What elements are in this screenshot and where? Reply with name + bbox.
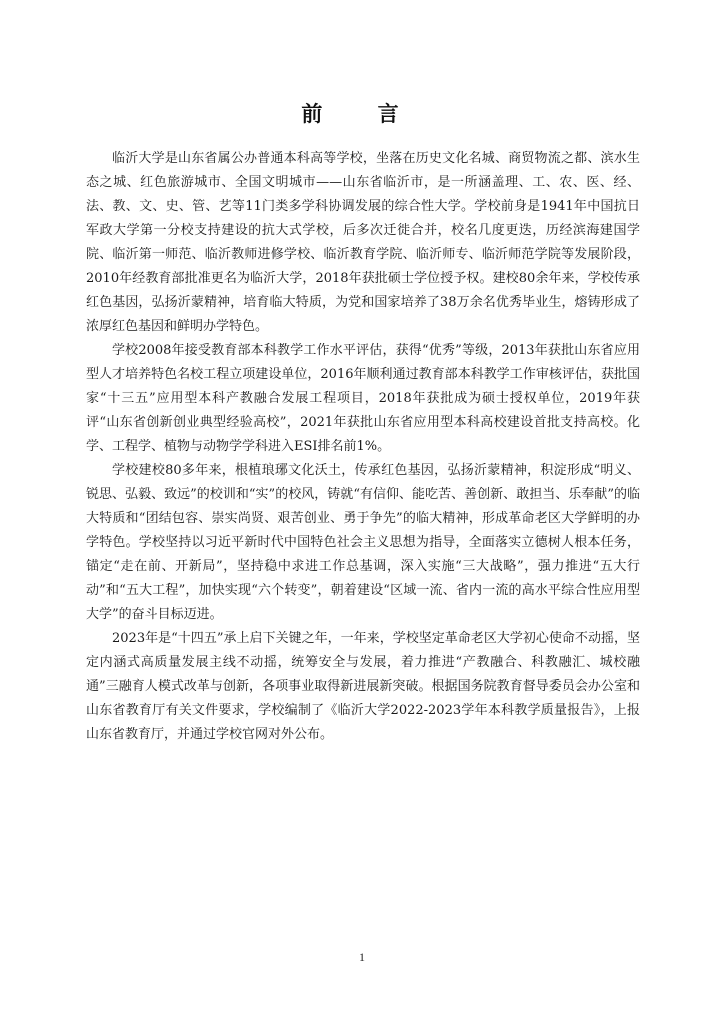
page-title: 前 言 bbox=[301, 101, 423, 126]
paragraph-evaluation-history: 学校2008年接受教育部本科教学工作水平评估，获得“优秀”等级，2013年获批山东省应用型人才培养特色名校工程立项建设单位，2016年顺利通过教育部本科教学工作审核评估，获批国家“十三五”应用型本科产教融合发展工程项目，2018年获批成为硕士授权单位，2019年获评“山东省创新创业典型经验高校”，2021年获批山东省应用型本科高校建设首批支持高校。化学、工程学、植物与动物学学科进入ESI排名前1%。 bbox=[86, 343, 640, 454]
paragraph-2023-report: 2023年是“十四五”承上启下关键之年，一年来，学校坚定革命老区大学初心使命不动摇，坚定内涵式高质量发展主线不动摇，统筹安全与发展，着力推进“产教融合、科教融汇、城校融通”三融育人模式改革与创新，各项事业取得新进展新突破。根据国务院教育督导委员会办公室和山东省教育厅有关文件要求，学校编制了《临沂大学2022-2023学年本科教学质量报告》，上报山东省教育厅，并通过学校官网对外公布。 bbox=[86, 631, 640, 742]
page-number: 1 bbox=[359, 950, 365, 964]
paragraph-university-intro: 临沂大学是山东省属公办普通本科高等学校，坐落在历史文化名城、商贸物流之都、滨水生态之城、红色旅游城市、全国文明城市——山东省临沂市，是一所涵盖理、工、农、医、经、法、教、文、史、管、艺等11门类多学科协调发展的综合性大学。学校前身是1941年中国抗日军政大学第一分校支持建设的抗大式学校，后多次迁徙合并，校名几度更迭，历经滨海建国学院、临沂第一师范、临沂教师进修学校、临沂教育学院、临沂师专、临沂师范学院等发展阶段，2010年经教育部批准更名为临沂大学，2018年获批硕士学位授予权。建校80余年来，学校传承红色基因，弘扬沂蒙精神，培育临大特质，为党和国家培养了38万余名优秀毕业生，熔铸形成了浓厚红色基因和鲜明办学特色。 bbox=[86, 151, 640, 334]
paragraph-school-spirit: 学校建校80多年来，根植琅琊文化沃土，传承红色基因，弘扬沂蒙精神，积淀形成“明义、锐思、弘毅、致远”的校训和“实”的校风，铸就“有信仰、能吃苦、善创新、敢担当、乐奉献”的临大特质和“团结包容、崇实尚贤、艰苦创业、勇于争先”的临大精神，形成革命老区大学鲜明的办学特色。学校坚持以习近平新时代中国特色社会主义思想为指导，全面落实立德树人根本任务，锚定“走在前、开新局”，坚持稳中求进工作总基调，深入实施“三大战略”，强力推进“五大行动”和“五大工程”，加快实现“六个转变”，朝着建设“区域一流、省内一流的高水平综合性应用型大学”的奋斗目标迈进。 bbox=[86, 463, 640, 622]
preface-body bbox=[86, 147, 640, 747]
